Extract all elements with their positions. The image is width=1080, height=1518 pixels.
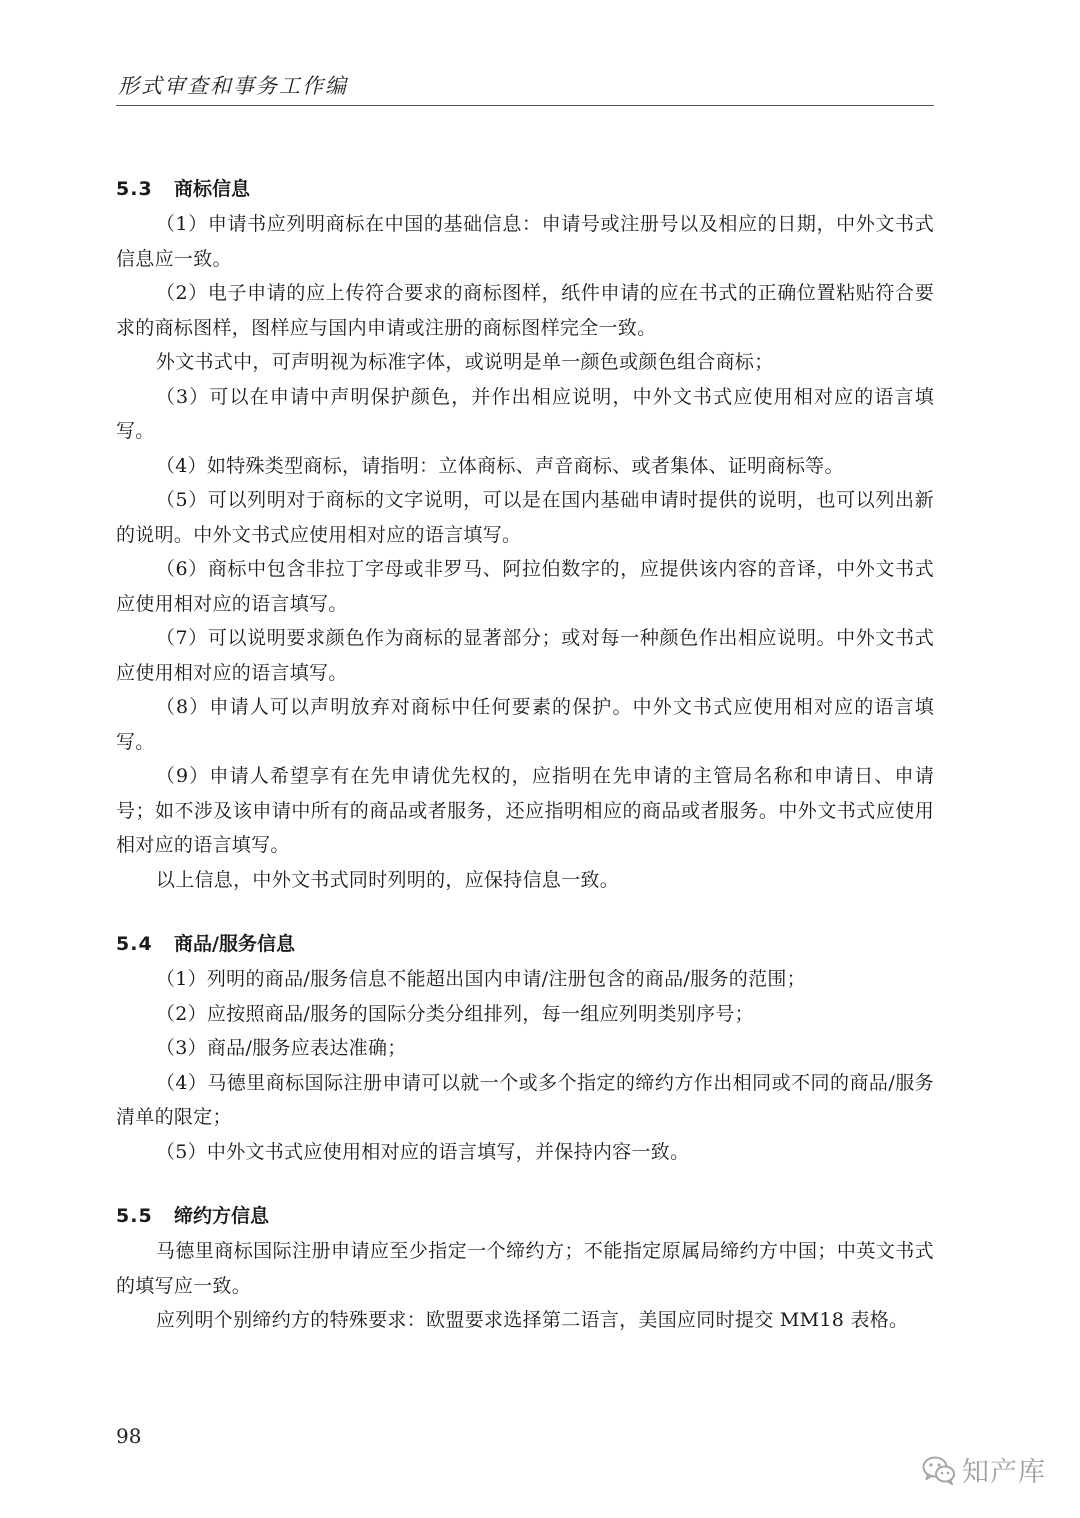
- header-divider: [116, 105, 934, 106]
- section-5-4: [116, 927, 934, 1169]
- paragraph: 应列明个别缔约方的特殊要求：欧盟要求选择第二语言，美国应同时提交 MM18 表格。: [155, 1309, 909, 1331]
- paragraph: （4）马德里商标国际注册申请可以就一个或多个指定的缔约方作出相同或不同的商品/服务清单的限定；: [116, 1071, 934, 1128]
- paragraph: （1）申请书应列明商标在中国的基础信息：申请号或注册号以及相应的日期，中外文书式信息应一致。: [116, 213, 934, 270]
- watermark: [922, 1450, 1046, 1489]
- running-header: 形式审查和事务工作编: [118, 74, 348, 98]
- section-title: 商品/服务信息: [174, 933, 295, 955]
- paragraph: （5）中外文书式应使用相对应的语言填写，并保持内容一致。: [155, 1140, 690, 1163]
- section-5-5: [116, 1199, 934, 1338]
- paragraph: 以上信息，中外文书式同时列明的，应保持信息一致。: [155, 868, 620, 891]
- section-number: 5.4: [116, 933, 153, 955]
- section-5-3: [116, 172, 934, 897]
- paragraph: （6）商标中包含非拉丁字母或非罗马、阿拉伯数字的，应提供该内容的音译，中外文书式应使用相对应的语言填写。: [116, 558, 934, 615]
- section-heading: [116, 1199, 934, 1234]
- paragraph: （8）申请人可以声明放弃对商标中任何要素的保护。中外文书式应使用相对应的语言填写。: [116, 696, 934, 753]
- paragraph: 外文书式中，可声明视为标准字体，或说明是单一颜色或颜色组合商标；: [155, 351, 774, 373]
- paragraph: （2）电子申请的应上传符合要求的商标图样，纸件申请的应在书式的正确位置粘贴符合要求的商标图样，图样应与国内申请或注册的商标图样完全一致。: [116, 282, 934, 339]
- paragraph: （9）申请人希望享有在先申请优先权的，应指明在先申请的主管局名称和申请日、申请号；如不涉及该申请中所有的商品或者服务，还应指明相应的商品或者服务。中外文书式应使用相对应的语言填写。: [116, 765, 934, 856]
- section-heading: [116, 927, 934, 962]
- section-number: 5.5: [116, 1205, 153, 1227]
- page-content: [116, 172, 934, 1368]
- paragraph: （2）应按照商品/服务的国际分类分组排列，每一组应列明类别序号；: [155, 1002, 754, 1025]
- paragraph: （4）如特殊类型商标，请指明：立体商标、声音商标、或者集体、证明商标等。: [155, 454, 844, 477]
- paragraph: （3）商品/服务应表达准确；: [155, 1037, 407, 1059]
- section-title: 商标信息: [174, 178, 251, 200]
- section-title: 缔约方信息: [174, 1205, 270, 1227]
- paragraph: （5）可以列明对于商标的文字说明，可以是在国内基础申请时提供的说明，也可以列出新的说明。中外文书式应使用相对应的语言填写。: [116, 489, 934, 546]
- paragraph: （7）可以说明要求颜色作为商标的显著部分；或对每一种颜色作出相应说明。中外文书式应使用相对应的语言填写。: [116, 627, 934, 684]
- page-number: 98: [116, 1424, 142, 1448]
- section-heading: [116, 172, 934, 207]
- section-number: 5.3: [116, 178, 153, 200]
- paragraph: 马德里商标国际注册申请应至少指定一个缔约方；不能指定原属局缔约方中国；中英文书式的填写应一致。: [116, 1240, 934, 1297]
- paragraph: （3）可以在申请中声明保护颜色，并作出相应说明，中外文书式应使用相对应的语言填写。: [116, 385, 934, 442]
- paragraph: （1）列明的商品/服务信息不能超出国内申请/注册包含的商品/服务的范围；: [155, 968, 806, 990]
- watermark-text: 知产库: [962, 1457, 1046, 1488]
- wechat-icon: [922, 1455, 956, 1485]
